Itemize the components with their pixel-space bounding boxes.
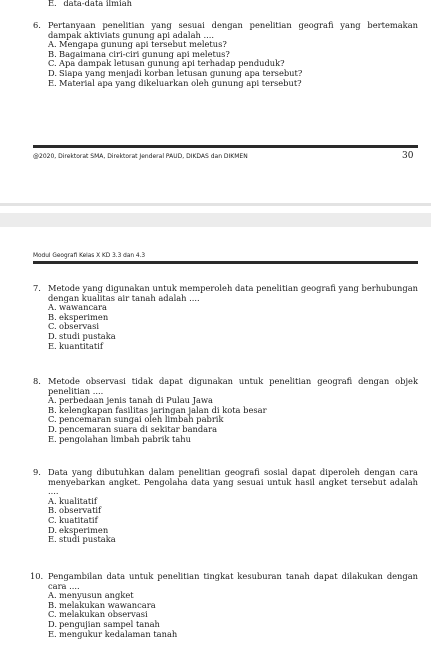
question-number: 6. (33, 20, 41, 30)
option-text: observatif (59, 505, 102, 516)
option-text: pencemaran suara di sekitar bandara (59, 423, 218, 434)
previous-page-bottom (0, 0, 431, 183)
page-number: 30 (402, 151, 414, 161)
option-text: melakukan observasi (59, 609, 148, 620)
footer-divider (33, 145, 418, 148)
page-gap (0, 183, 431, 250)
option-text: wawancara (59, 302, 107, 313)
question-number: 10. (30, 571, 44, 581)
option-letter: A. (48, 395, 57, 406)
option-text: data-data ilmiah (63, 0, 132, 8)
previous-question-option-e (48, 0, 132, 8)
option-letter: B. (48, 404, 57, 415)
option-text: pencemaran sungai oleh limbah pabrik (59, 414, 224, 425)
option-letter: A. (48, 590, 57, 601)
option-letter: C. (48, 58, 57, 69)
option-text: Mengapa gunung api tersebut meletus? (59, 39, 227, 50)
option-letter: A. (48, 495, 57, 506)
option-text: studi pustaka (59, 534, 116, 545)
option-text: studi pustaka (59, 330, 116, 341)
option-e (48, 630, 418, 640)
option-e (48, 535, 418, 545)
option-text: mengukur kedalaman tanah (59, 628, 178, 639)
option-text: kualitatif (59, 495, 97, 506)
option-letter: C. (48, 609, 57, 620)
question-stem: Pengambilan data untuk penelitian tingkat kesuburan tanah dapat dilakukan dengan cara .... (48, 571, 418, 591)
option-letter: E. (48, 340, 57, 351)
option-letter: D. (48, 423, 57, 434)
option-e (48, 79, 418, 89)
option-text: pengolahan limbah pabrik tahu (59, 433, 191, 444)
option-text: observasi (59, 321, 99, 332)
option-b (48, 506, 418, 516)
option-e (48, 342, 418, 352)
page-shadow (0, 203, 431, 206)
option-letter: B. (48, 599, 57, 610)
option-text: kuatitatif (59, 514, 98, 525)
page-header: Modul Geografi Kelas X KD 3.3 dan 4.3 (33, 253, 146, 259)
option-text: Apa dampak letusan gunung api terhadap penduduk? (59, 58, 285, 69)
option-text: eksperimen (59, 524, 109, 535)
current-page (0, 250, 431, 657)
option-letter: C. (48, 321, 57, 332)
option-letter: A. (48, 302, 57, 313)
question-stem: Pertanyaan penelitian yang sesuai dengan penelitian geografi yang bertemakan dampak aktiviats gunung api adalah .... (48, 20, 418, 40)
option-e (48, 435, 418, 445)
option-letter: C. (48, 514, 57, 525)
option-text: pengujian sampel tanah (59, 618, 160, 629)
question-stem: Metode yang digunakan untuk memperoleh data penelitian geografi yang berhubungan dengan kualitas air tanah adalah .... (48, 283, 418, 303)
question-7 (33, 283, 418, 351)
option-a (48, 497, 418, 507)
question-number: 7. (33, 283, 41, 293)
question-9 (33, 467, 418, 545)
option-letter: E. (48, 0, 57, 8)
option-letter: D. (48, 67, 57, 78)
option-letter: D. (48, 618, 57, 629)
question-number: 9. (33, 467, 41, 477)
option-letter: B. (48, 311, 57, 322)
option-text: Bagaimana ciri-ciri gunung api meletus? (59, 48, 230, 59)
option-letter: E. (48, 77, 57, 88)
option-letter: A. (48, 39, 57, 50)
option-letter: E. (48, 433, 57, 444)
option-letter: C. (48, 414, 57, 425)
option-text: menyusun angket (59, 590, 134, 601)
option-text: perbedaan jenis tanah di Pulau Jawa (59, 395, 213, 406)
header-divider (33, 261, 418, 264)
question-8 (33, 376, 418, 444)
page-shadow (0, 213, 431, 227)
page-footer: @2020, Direktorat SMA, Direktorat Jenderal PAUD, DIKDAS dan DIKMEN (33, 153, 248, 160)
option-text: eksperimen (59, 311, 109, 322)
option-letter: B. (48, 48, 57, 59)
option-letter: D. (48, 330, 57, 341)
option-text: kelengkapan fasilitas jaringan jalan di kota besar (59, 404, 267, 415)
option-letter: E. (48, 534, 57, 545)
option-letter: B. (48, 505, 57, 516)
option-text: Material apa yang dikeluarkan oleh gunung api tersebut? (59, 77, 302, 88)
option-text: kuantitatif (59, 340, 103, 351)
question-stem: Metode observasi tidak dapat digunakan untuk penelitian geografi dengan objek penelitian .... (48, 376, 418, 396)
option-text: melakukan wawancara (59, 599, 156, 610)
question-stem: Data yang dibutuhkan dalam penelitian geografi sosial dapat diperoleh dengan cara menyebarkan angket. Pengolaha data yang sesuai untuk hasil angket tersebut adalah .... (48, 467, 418, 497)
option-text: Siapa yang menjadi korban letusan gunung apa tersebut? (59, 67, 303, 78)
question-number: 8. (33, 376, 41, 386)
option-letter: D. (48, 524, 57, 535)
option-letter: E. (48, 628, 57, 639)
question-10 (30, 571, 418, 639)
option-b (48, 313, 418, 323)
option-d (48, 332, 418, 342)
question-6 (33, 20, 418, 88)
